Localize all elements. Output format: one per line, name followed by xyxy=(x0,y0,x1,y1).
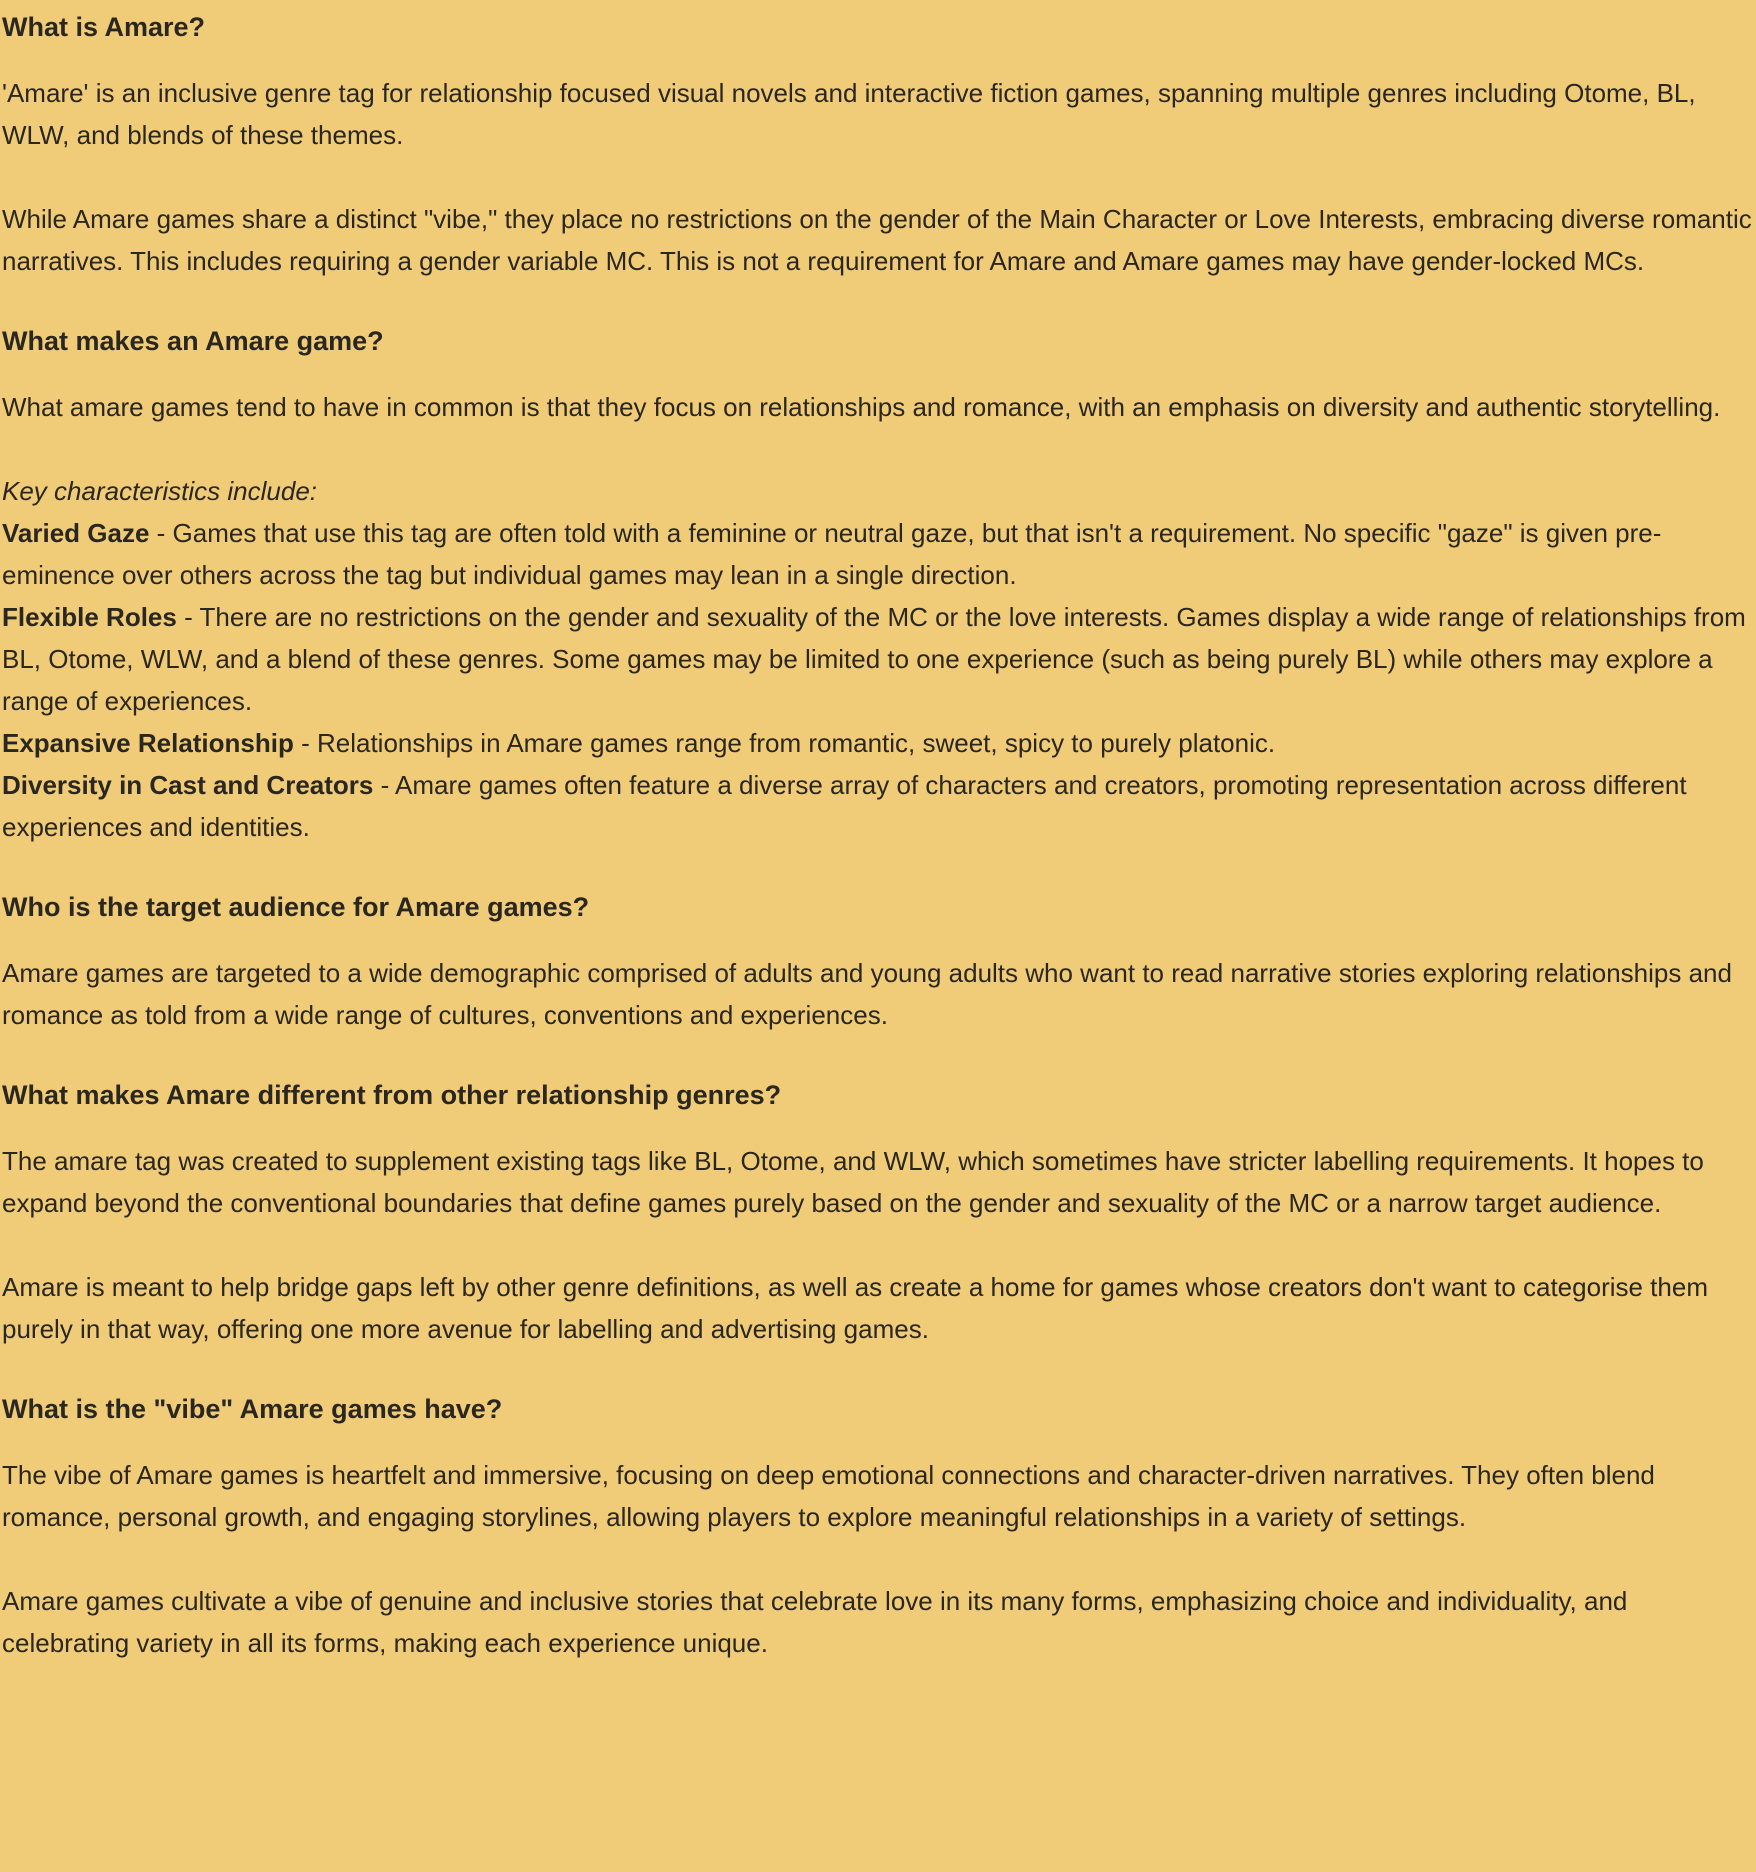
characteristic-text: - Amare games often feature a diverse array of characters and creators, promoting representation across different experiences and identities. xyxy=(2,770,1687,842)
section-heading: Who is the target audience for Amare games? xyxy=(2,892,590,922)
characteristic-item xyxy=(2,764,1756,848)
section-paragraph: Amare is meant to help bridge gaps left by other genre definitions, as well as create a home for games whose creators don't want to categorise them purely in that way, offering one more avenue for labelling and advertising games. xyxy=(2,1272,1708,1344)
characteristic-text: - Relationships in Amare games range from romantic, sweet, spicy to purely platonic. xyxy=(293,728,1276,758)
section-paragraph: What amare games tend to have in common is that they focus on relationships and romance, with an emphasis on diversity and authentic storytelling. xyxy=(2,392,1721,422)
characteristic-term: Expansive Relationship xyxy=(2,728,294,758)
section-paragraph: 'Amare' is an inclusive genre tag for relationship focused visual novels and interactive fiction games, spanning multiple genres including Otome, BL, WLW, and blends of these themes. xyxy=(2,78,1696,150)
characteristic-item xyxy=(2,596,1756,722)
section-paragraph: The vibe of Amare games is heartfelt and immersive, focusing on deep emotional connections and character-driven narratives. They often blend romance, personal growth, and engaging storylines, allowing players to explore meaningful relationships in a variety of settings. xyxy=(2,1460,1655,1532)
section-target-audience xyxy=(2,890,1756,1036)
section-paragraph: The amare tag was created to supplement existing tags like BL, Otome, and WLW, which sometimes have stricter labelling requirements. It hopes to expand beyond the conventional boundaries that define games purely based on the gender and sexuality of the MC or a narrow target audience. xyxy=(2,1146,1704,1218)
section-what-makes-amare-game xyxy=(2,324,1756,848)
characteristic-item xyxy=(2,722,1756,764)
section-what-is-amare xyxy=(2,10,1756,282)
section-heading: What is Amare? xyxy=(2,12,206,42)
characteristic-term: Diversity in Cast and Creators xyxy=(2,770,374,800)
characteristic-term: Varied Gaze xyxy=(2,518,150,548)
section-paragraph: Amare games cultivate a vibe of genuine and inclusive stories that celebrate love in its many forms, emphasizing choice and individuality, and celebrating variety in all its forms, making each experience unique. xyxy=(2,1586,1628,1658)
key-characteristics-lead: Key characteristics include: xyxy=(2,476,318,506)
section-heading: What is the "vibe" Amare games have? xyxy=(2,1394,503,1424)
section-amare-vibe xyxy=(2,1392,1756,1664)
section-amare-different xyxy=(2,1078,1756,1350)
section-heading: What makes Amare different from other relationship genres? xyxy=(2,1080,782,1110)
section-paragraph: While Amare games share a distinct "vibe," they place no restrictions on the gender of the Main Character or Love Interests, embracing diverse romantic narratives. This includes requiring a gender variable MC. This is not a requirement for Amare and Amare games may have gender-locked MCs. xyxy=(2,204,1752,276)
characteristic-text: - Games that use this tag are often told with a feminine or neutral gaze, but that isn't a requirement. No specific "gaze" is given pre-eminence over others across the tag but individual games may lean in a single direction. xyxy=(2,518,1662,590)
characteristic-text: - There are no restrictions on the gender and sexuality of the MC or the love interests. Games display a wide range of relationships from BL, Otome, WLW, and a blend of these genres. Some games may be limited to one experience (such as being purely BL) while others may explore a range of experiences. xyxy=(2,602,1746,716)
characteristic-term: Flexible Roles xyxy=(2,602,177,632)
section-paragraph: Amare games are targeted to a wide demographic comprised of adults and young adults who want to read narrative stories exploring relationships and romance as told from a wide range of cultures, conventions and experiences. xyxy=(2,958,1732,1030)
section-heading: What makes an Amare game? xyxy=(2,326,384,356)
characteristic-item xyxy=(2,512,1756,596)
key-characteristics-block xyxy=(2,470,1756,848)
